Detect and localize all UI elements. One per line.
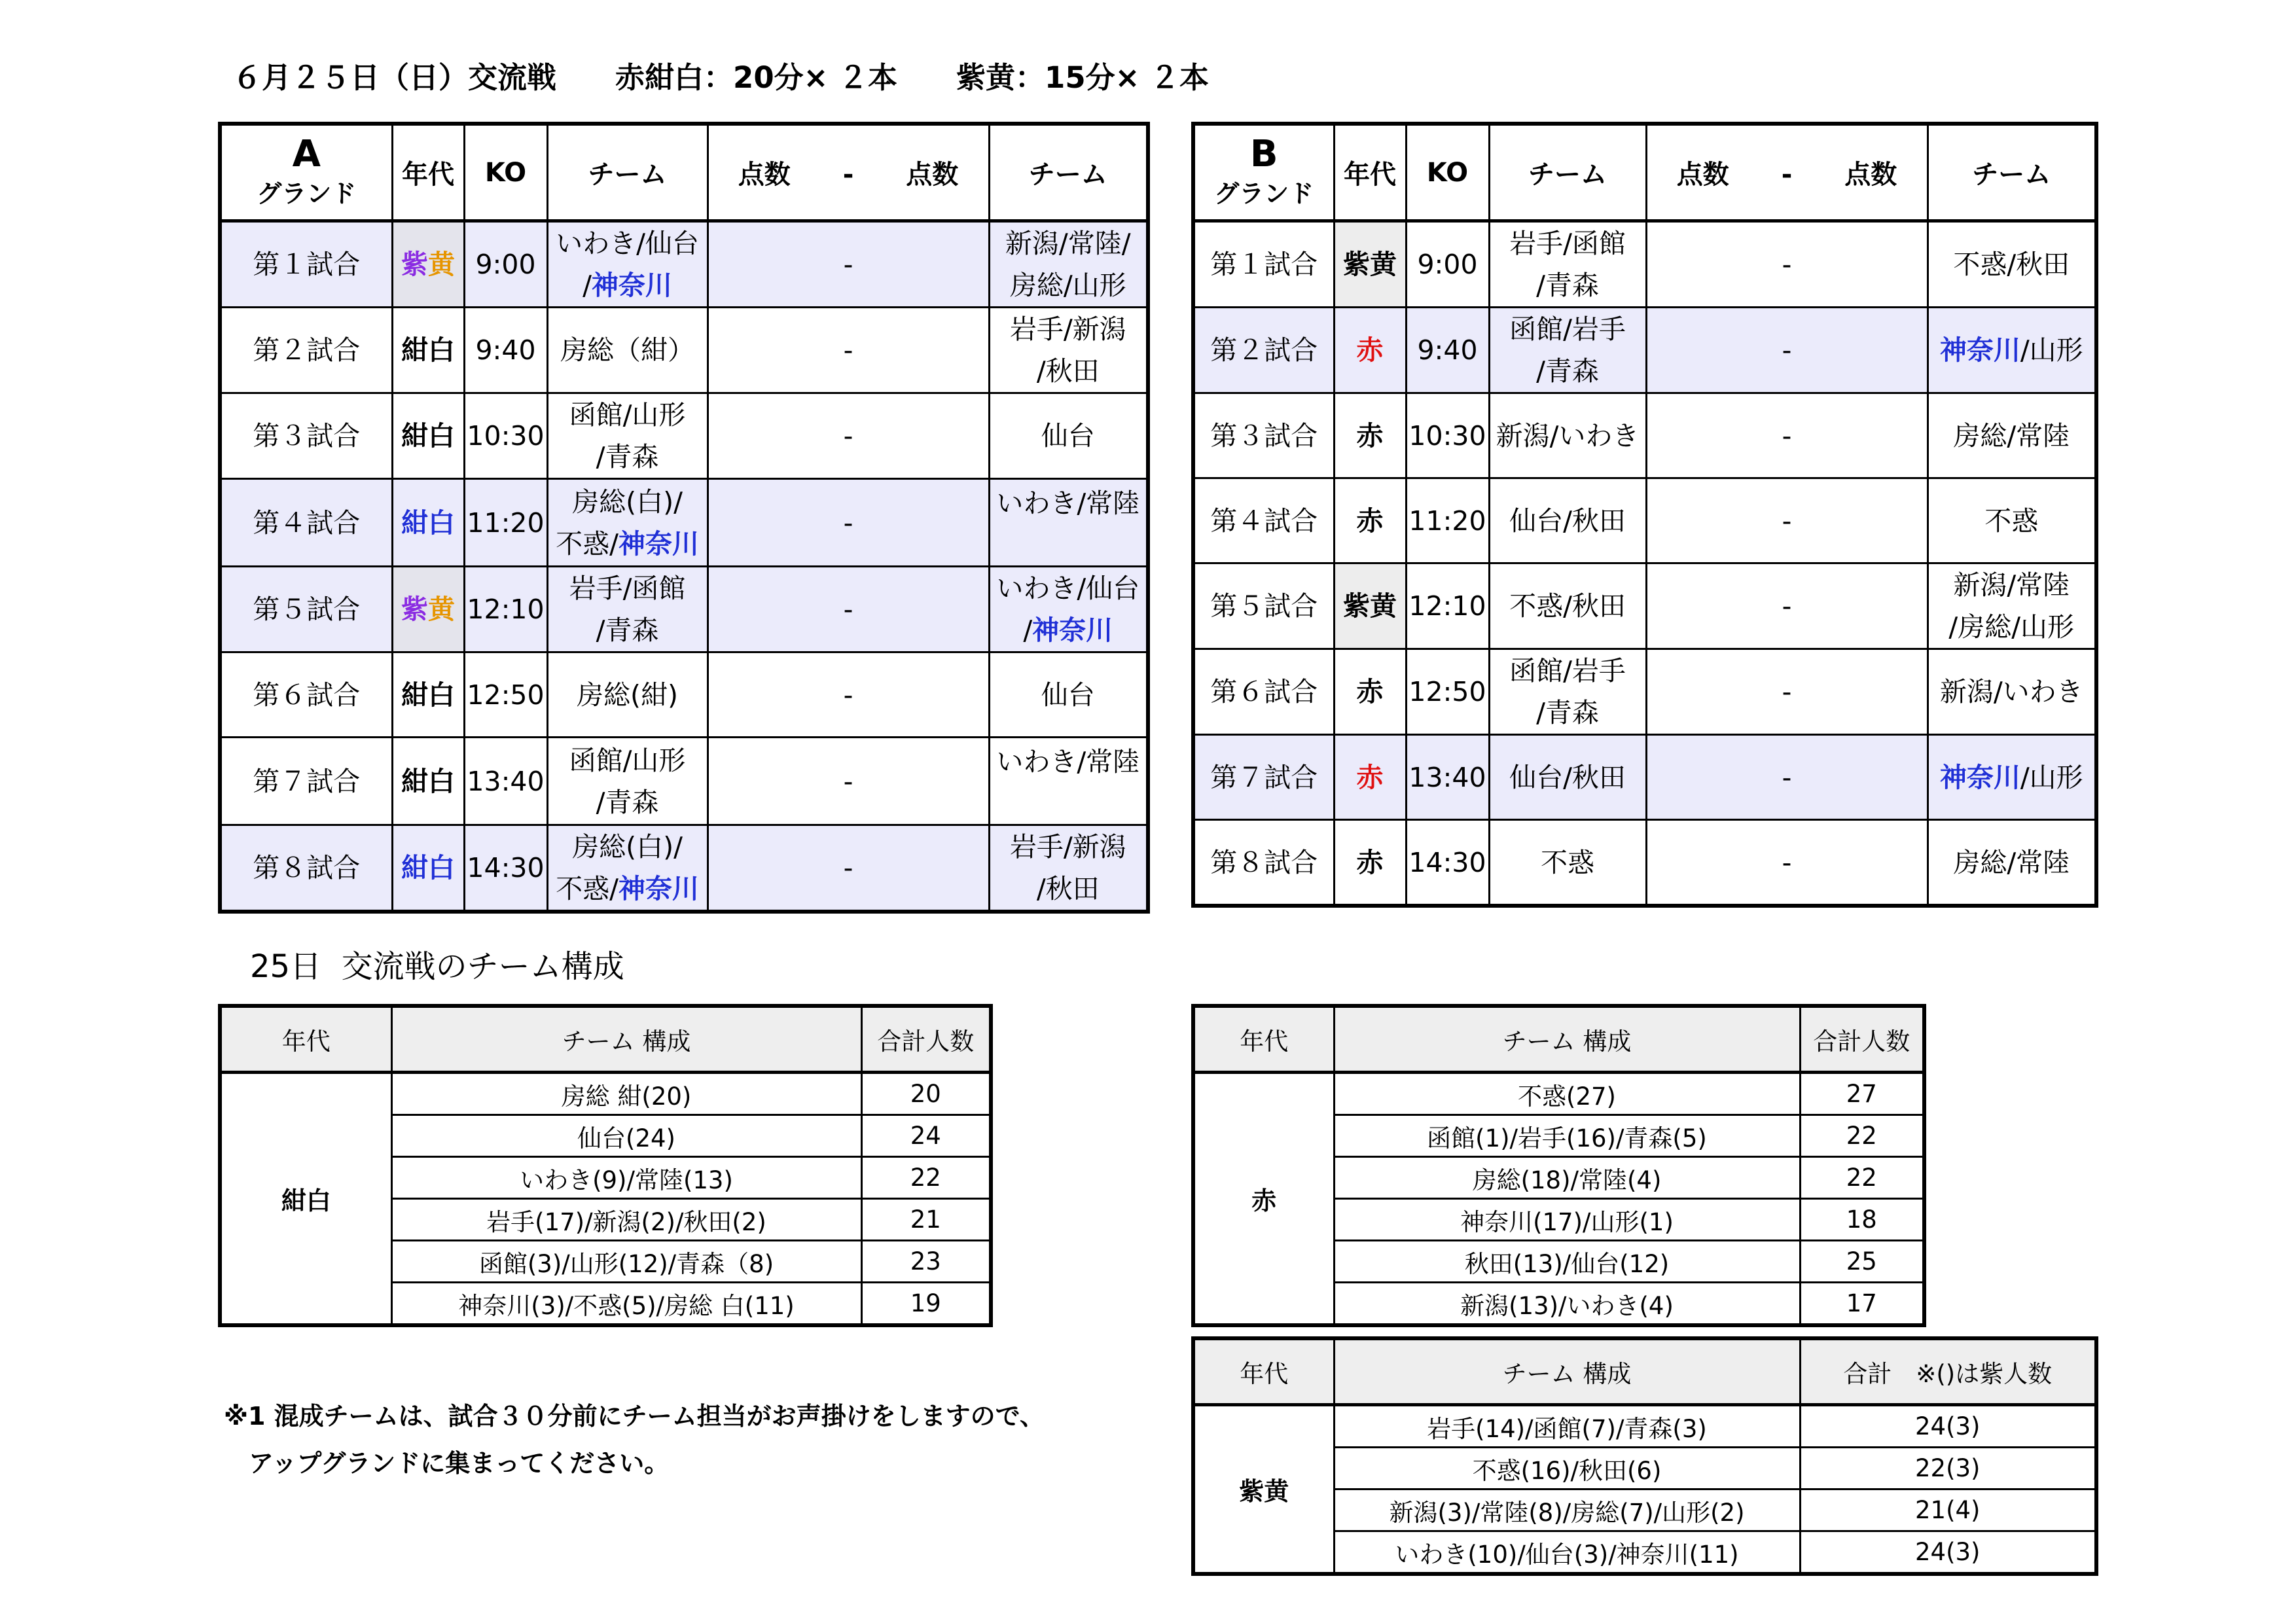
age-header: 年代: [392, 124, 464, 221]
team-line: 房総/常陸: [1953, 846, 2070, 878]
team-home: [547, 308, 708, 393]
team-line: 不惑/秋田: [1509, 590, 1626, 622]
team1-header: チーム: [1489, 124, 1646, 221]
team-line: 神奈川/山形: [1939, 761, 2083, 793]
composition-teams: いわき(10)/仙台(3)/神奈川(11): [1334, 1531, 1800, 1575]
team-home: [547, 825, 708, 912]
team-line: 函館/山形: [569, 399, 686, 431]
composition-total: 27: [1800, 1073, 1924, 1115]
team-away: [989, 652, 1148, 738]
team-home: [1489, 649, 1646, 735]
match-number: 第２試合: [1193, 308, 1334, 393]
match-number: 第８試合: [220, 825, 392, 912]
age-purple-char: 紫: [401, 249, 428, 280]
kanagawa-highlight: 神奈川: [1939, 761, 2020, 793]
team-home: [547, 479, 708, 567]
match-number: 第３試合: [1193, 393, 1334, 478]
composition-teams: 新潟(3)/常陸(8)/房総(7)/山形(2): [1334, 1489, 1800, 1531]
composition-teams: 神奈川(17)/山形(1): [1334, 1199, 1800, 1241]
composition-total: 24(3): [1800, 1531, 2096, 1575]
age-label: 赤: [1356, 676, 1384, 707]
team-line: /秋田: [1036, 873, 1100, 904]
match-number: 第１試合: [220, 221, 392, 308]
match-number: 第７試合: [1193, 735, 1334, 820]
age-group-cell: [392, 825, 464, 912]
team-away: [989, 567, 1148, 652]
score-cell: -: [708, 221, 989, 308]
match-number: 第４試合: [1193, 478, 1334, 563]
match-row: [220, 479, 1148, 567]
team-away: [989, 479, 1148, 567]
composition-row: [1193, 1405, 2096, 1448]
kickoff-time: 10:30: [1406, 393, 1489, 478]
header-format-red-navy-white: 赤紺白：20分× ２本: [615, 60, 898, 95]
match-number: 第５試合: [1193, 563, 1334, 649]
team-line: /神奈川: [583, 270, 672, 301]
match-row: [1193, 563, 2096, 649]
age-group-cell: [392, 479, 464, 567]
match-number: 第６試合: [220, 652, 392, 738]
total-header: 合計 ※()は紫人数: [1800, 1338, 2096, 1405]
composition-total: 22: [1800, 1115, 1924, 1157]
total-header: 合計人数: [861, 1006, 991, 1073]
team-line: 不惑/秋田: [1953, 249, 2070, 280]
match-row: [220, 825, 1148, 912]
team-line: 房総/山形: [1009, 270, 1126, 301]
team1-header: チーム: [547, 124, 708, 221]
age-group-cell: [1334, 221, 1406, 308]
composition-teams: 秋田(13)/仙台(12): [1334, 1241, 1800, 1283]
score-cell: -: [708, 825, 989, 912]
team-line: 新潟/いわき: [1496, 419, 1640, 452]
kanagawa-highlight: 神奈川: [618, 873, 699, 904]
header-format-purple-yellow: 紫黄：15分× ２本: [956, 60, 1210, 95]
team-away: [1928, 735, 2096, 820]
team-line: /青森: [1536, 697, 1599, 728]
note-line-2: アップグランドに集まってください。: [224, 1449, 670, 1478]
kickoff-time: 10:30: [464, 393, 547, 479]
team-away: [989, 308, 1148, 393]
ko-header: KO: [1406, 124, 1489, 221]
composition-header-row: [1193, 1338, 2096, 1405]
team-line: 房総(白)/: [572, 831, 683, 863]
match-row: [1193, 820, 2096, 906]
schedule-table-ground-a: [218, 122, 1150, 914]
ground-word: グランド: [1214, 179, 1314, 208]
team-line: /秋田: [1036, 355, 1100, 387]
team-line: 新潟/常陸: [1953, 569, 2070, 601]
kickoff-time: 11:20: [1406, 478, 1489, 563]
team-line: 房総（紺）: [560, 334, 694, 366]
composition-teams: 岩手(17)/新潟(2)/秋田(2): [391, 1199, 861, 1241]
age-group-cell: [392, 652, 464, 738]
kickoff-time: 12:10: [464, 567, 547, 652]
team-line: /青森: [1536, 355, 1599, 387]
ground-label: A: [292, 132, 321, 175]
team-line: /青森: [596, 441, 659, 473]
kanagawa-highlight: 神奈川: [1032, 615, 1113, 646]
composition-teams: 房総 紺(20): [391, 1073, 861, 1115]
team-line: 仙台: [1041, 679, 1095, 711]
score-cell: -: [1646, 649, 1928, 735]
team-home: [1489, 308, 1646, 393]
total-header: 合計人数: [1800, 1006, 1924, 1073]
team-line: 仙台: [1041, 420, 1095, 452]
team-line: /青森: [1536, 270, 1599, 301]
score-cell: -: [708, 567, 989, 652]
composition-teams: 岩手(14)/函館(7)/青森(3): [1334, 1405, 1800, 1448]
team-away: [1928, 820, 2096, 906]
composition-total: 24: [861, 1115, 991, 1157]
composition-header-row: [220, 1006, 991, 1073]
age-label: 赤: [1356, 846, 1384, 878]
team-away: [989, 221, 1148, 308]
composition-total: 25: [1800, 1241, 1924, 1283]
team-away: [989, 393, 1148, 479]
team-away: [1928, 478, 2096, 563]
composition-header-row: [1193, 1006, 1924, 1073]
composition-table-purple-yellow: [1191, 1336, 2098, 1576]
age-group-cell: [392, 567, 464, 652]
kickoff-time: 9:40: [1406, 308, 1489, 393]
age-label: 紺白: [401, 507, 455, 539]
match-number: 第３試合: [220, 393, 392, 479]
composition-total: 17: [1800, 1283, 1924, 1326]
match-row: [220, 308, 1148, 393]
age-group-cell: [392, 738, 464, 825]
match-row: [1193, 735, 2096, 820]
match-row: [220, 567, 1148, 652]
age-label: 赤: [1356, 505, 1384, 537]
team-line: いわき/仙台: [996, 573, 1140, 604]
team-line: /青森: [596, 615, 659, 646]
team-home: [547, 567, 708, 652]
age-label: 紺白: [401, 420, 455, 452]
kickoff-time: 12:10: [1406, 563, 1489, 649]
composition-row: [1193, 1073, 1924, 1115]
age-label: 赤: [1356, 419, 1384, 452]
kickoff-time: 14:30: [464, 825, 547, 912]
score-dash: -: [1781, 160, 1793, 190]
age-label: 赤: [1356, 761, 1384, 793]
score-cell: -: [708, 652, 989, 738]
composition-teams: 不惑(27): [1334, 1073, 1800, 1115]
match-number: 第６試合: [1193, 649, 1334, 735]
match-row: [1193, 308, 2096, 393]
team-line: 不惑/神奈川: [556, 873, 699, 904]
age-group-cell: [392, 308, 464, 393]
kickoff-time: 9:00: [464, 221, 547, 308]
ground-label: B: [1249, 132, 1278, 175]
team-line: 岩手/函館: [1509, 228, 1626, 259]
age-header: 年代: [220, 1006, 391, 1073]
team-line: いわき/常陸: [996, 746, 1140, 777]
composition-age-group: 紫黄: [1193, 1405, 1334, 1575]
age-label: 紺白: [401, 334, 455, 366]
score-cell: -: [708, 738, 989, 825]
team-away: [989, 738, 1148, 825]
team-line: いわき/仙台: [556, 228, 699, 259]
match-number: 第２試合: [220, 308, 392, 393]
kickoff-time: 9:00: [1406, 221, 1489, 308]
age-yellow-char: 黄: [1370, 249, 1397, 280]
team-line: 不惑: [1984, 505, 2039, 537]
ground-header: [1193, 124, 1334, 221]
composition-age-group: 紺白: [220, 1073, 391, 1326]
match-number: 第１試合: [1193, 221, 1334, 308]
score-dash: -: [842, 160, 854, 190]
match-number: 第８試合: [1193, 820, 1334, 906]
age-header: 年代: [1193, 1338, 1334, 1405]
match-number: 第７試合: [220, 738, 392, 825]
age-label: 紺白: [401, 852, 455, 883]
score-cell: -: [1646, 393, 1928, 478]
score-left-label: 点数: [1676, 160, 1729, 190]
composition-teams: 函館(3)/山形(12)/青森（8): [391, 1241, 861, 1283]
team-home: [1489, 221, 1646, 308]
age-group-cell: [1334, 478, 1406, 563]
kanagawa-highlight: 神奈川: [591, 270, 672, 301]
team-line: 仙台/秋田: [1509, 761, 1626, 793]
team-line: 岩手/新潟: [1009, 831, 1126, 863]
composition-total: 22: [861, 1157, 991, 1199]
team-away: [989, 825, 1148, 912]
team-line: 房総/常陸: [1953, 419, 2070, 452]
age-yellow-char: 黄: [1370, 590, 1397, 622]
team-line: 岩手/新潟: [1009, 313, 1126, 345]
composition-total: 22(3): [1800, 1448, 2096, 1489]
score-cell: -: [1646, 308, 1928, 393]
kickoff-time: 9:40: [464, 308, 547, 393]
team-away: [1928, 393, 2096, 478]
age-group-cell: [392, 221, 464, 308]
age-label: 紺白: [401, 679, 455, 711]
score-cell: -: [708, 308, 989, 393]
age-purple-char: 紫: [401, 594, 428, 625]
team-home: [1489, 735, 1646, 820]
team-home: [1489, 563, 1646, 649]
match-row: [220, 738, 1148, 825]
age-group-cell: [1334, 649, 1406, 735]
kickoff-time: 11:20: [464, 479, 547, 567]
composition-total: 20: [861, 1073, 991, 1115]
team-home: [1489, 393, 1646, 478]
kickoff-time: 14:30: [1406, 820, 1489, 906]
score-cell: -: [1646, 478, 1928, 563]
team-home: [1489, 820, 1646, 906]
team-home: [547, 652, 708, 738]
score-right-label: 点数: [906, 160, 959, 190]
team2-header: チーム: [989, 124, 1148, 221]
composition-teams: 新潟(13)/いわき(4): [1334, 1283, 1800, 1326]
teams-header: チーム 構成: [1334, 1338, 1800, 1405]
composition-total: 21(4): [1800, 1489, 2096, 1531]
team-line: 仙台/秋田: [1509, 505, 1626, 537]
composition-total: 22: [1800, 1157, 1924, 1199]
team-line: /房総/山形: [1948, 611, 2075, 643]
composition-total: 19: [861, 1283, 991, 1326]
team-line: 神奈川/山形: [1939, 334, 2083, 366]
kickoff-time: 12:50: [464, 652, 547, 738]
score-cell: -: [1646, 735, 1928, 820]
match-number: 第５試合: [220, 567, 392, 652]
schedule-header-row: [220, 124, 1148, 221]
team2-header: チーム: [1928, 124, 2096, 221]
score-cell: -: [708, 479, 989, 567]
age-group-cell: [1334, 393, 1406, 478]
composition-teams: 不惑(16)/秋田(6): [1334, 1448, 1800, 1489]
match-number: 第４試合: [220, 479, 392, 567]
kickoff-time: 12:50: [1406, 649, 1489, 735]
age-label: 赤: [1356, 334, 1384, 366]
match-row: [220, 221, 1148, 308]
age-yellow-char: 黄: [428, 594, 455, 625]
composition-total: 18: [1800, 1199, 1924, 1241]
age-header: 年代: [1193, 1006, 1334, 1073]
note-line-1: ※1 混成チームは、試合３０分前にチーム担当がお声掛けをしますので、: [224, 1402, 1045, 1431]
age-group-cell: [1334, 820, 1406, 906]
team-line: 不惑: [1541, 846, 1594, 878]
age-label: 紺白: [401, 765, 455, 797]
composition-table-navy-white: [218, 1004, 993, 1327]
match-row: [1193, 649, 2096, 735]
team-line: 房総(白)/: [572, 486, 683, 518]
team-home: [547, 393, 708, 479]
ground-header: [220, 124, 392, 221]
composition-row: [220, 1073, 991, 1115]
age-purple-char: 紫: [1343, 249, 1370, 280]
schedule-header-row: [1193, 124, 2096, 221]
age-purple-char: 紫: [1343, 590, 1370, 622]
header-date: ６月２５日（日）交流戦: [232, 60, 557, 95]
ko-header: KO: [464, 124, 547, 221]
score-right-label: 点数: [1844, 160, 1897, 190]
mixed-team-note: [224, 1393, 1045, 1487]
team-line: 函館/岩手: [1509, 655, 1626, 687]
composition-teams: 神奈川(3)/不惑(5)/房総 白(11): [391, 1283, 861, 1326]
team-line: 函館/山形: [569, 744, 686, 776]
composition-teams: 仙台(24): [391, 1115, 861, 1157]
team-line: 新潟/いわき: [1939, 676, 2083, 707]
teams-header: チーム 構成: [391, 1006, 861, 1073]
team-line: いわき/常陸: [996, 488, 1140, 519]
ground-word: グランド: [257, 179, 357, 208]
team-away: [1928, 221, 2096, 308]
team-away: [1928, 563, 2096, 649]
composition-age-group: 赤: [1193, 1073, 1334, 1326]
score-cell: -: [1646, 221, 1928, 308]
match-row: [1193, 478, 2096, 563]
match-row: [220, 393, 1148, 479]
age-yellow-char: 黄: [428, 249, 455, 280]
score-header: [708, 124, 989, 221]
age-group-cell: [392, 393, 464, 479]
score-cell: -: [1646, 820, 1928, 906]
team-line: 岩手/函館: [569, 573, 686, 604]
match-row: [1193, 393, 2096, 478]
team-home: [547, 738, 708, 825]
team-home: [547, 221, 708, 308]
composition-table-red: [1191, 1004, 1926, 1327]
composition-total: 21: [861, 1199, 991, 1241]
age-group-cell: [1334, 735, 1406, 820]
composition-teams: 函館(1)/岩手(16)/青森(5): [1334, 1115, 1800, 1157]
composition-teams: いわき(9)/常陸(13): [391, 1157, 861, 1199]
team-line: /青森: [596, 786, 659, 818]
teams-header: チーム 構成: [1334, 1006, 1800, 1073]
score-cell: -: [708, 393, 989, 479]
age-header: 年代: [1334, 124, 1406, 221]
team-away: [1928, 308, 2096, 393]
match-row: [1193, 221, 2096, 308]
team-line: 房総(紺): [577, 679, 678, 711]
kanagawa-highlight: 神奈川: [1939, 334, 2020, 366]
team-line: 新潟/常陸/: [1005, 228, 1131, 259]
team-line: 不惑/神奈川: [556, 527, 699, 560]
composition-total: 23: [861, 1241, 991, 1283]
score-left-label: 点数: [738, 160, 791, 190]
match-row: [220, 652, 1148, 738]
age-group-cell: [1334, 563, 1406, 649]
team-line: 函館/岩手: [1509, 313, 1626, 345]
schedule-table-ground-b: [1191, 122, 2098, 908]
age-group-cell: [1334, 308, 1406, 393]
team-home: [1489, 478, 1646, 563]
composition-title: 25日 交流戦のチーム構成: [250, 948, 624, 985]
team-line: /神奈川: [1023, 615, 1113, 646]
kickoff-time: 13:40: [464, 738, 547, 825]
score-cell: -: [1646, 563, 1928, 649]
kickoff-time: 13:40: [1406, 735, 1489, 820]
kanagawa-highlight: 神奈川: [618, 527, 699, 560]
score-header: [1646, 124, 1928, 221]
team-away: [1928, 649, 2096, 735]
composition-total: 24(3): [1800, 1405, 2096, 1448]
page-header: [232, 54, 1209, 96]
composition-teams: 房総(18)/常陸(4): [1334, 1157, 1800, 1199]
